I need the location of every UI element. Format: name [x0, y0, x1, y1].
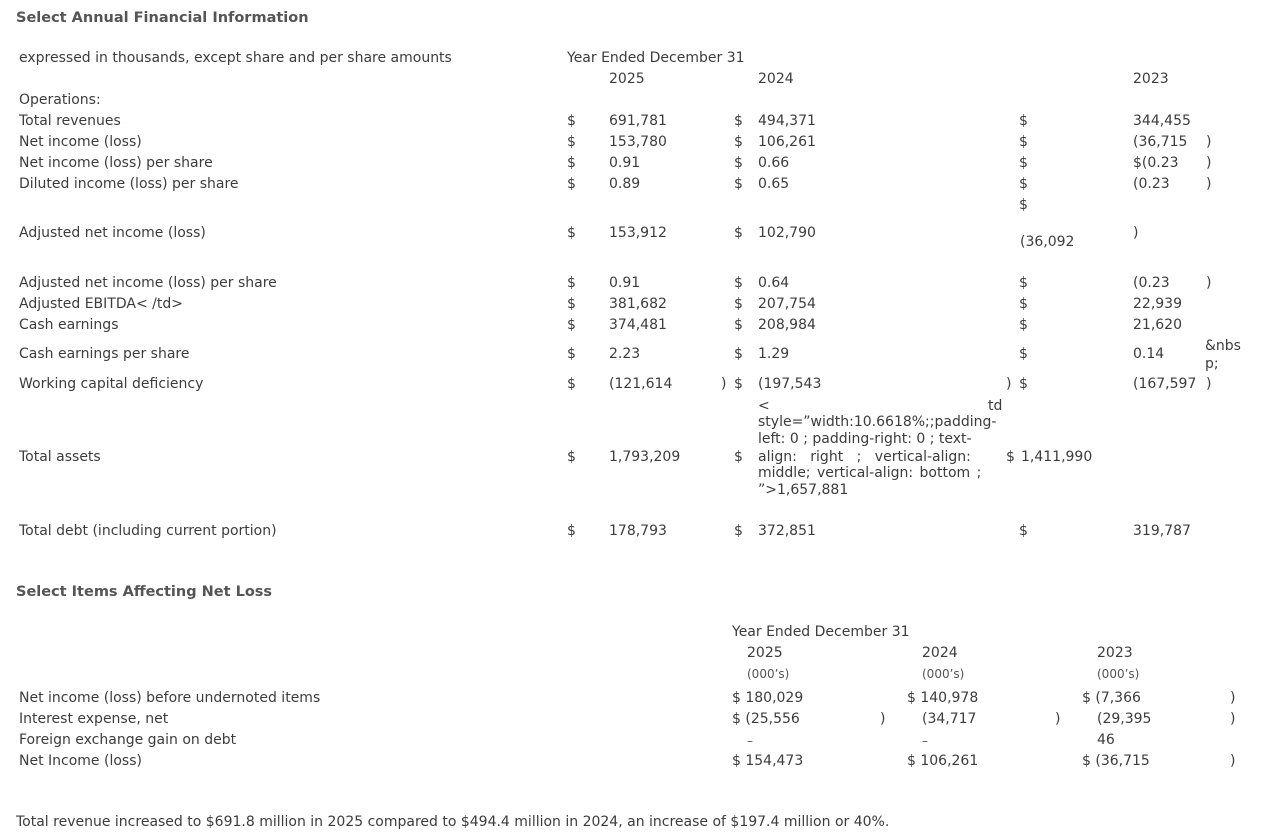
year-2025-header: 2025 [747, 645, 783, 661]
value-2023: 21,620 [1133, 317, 1182, 333]
value-2024: 208,984 [758, 317, 816, 333]
dollar-sign: $ [1019, 134, 1028, 150]
unit-label: (000’s) [922, 667, 965, 681]
dollar-sign: $ [734, 275, 743, 291]
row-label: Interest expense, net [19, 711, 169, 727]
markup-artifact-2024: style=”width:10.6618%;;padding- [758, 414, 997, 430]
dollar-sign: $ [567, 134, 576, 150]
value-2025: 153,780 [609, 134, 667, 150]
row-label: Cash earnings [19, 317, 119, 333]
row-label: Diluted income (loss) per share [19, 176, 239, 192]
dollar-sign: $ [1006, 449, 1015, 465]
close-paren: ) [1206, 176, 1212, 192]
markup-artifact-2024: middle; vertical-align: bottom ; [758, 465, 982, 481]
dollar-sign: $ [1019, 113, 1028, 129]
value-2024: 372,851 [758, 523, 816, 539]
section-title-annual: Select Annual Financial Information [16, 10, 309, 26]
dollar-sign: $ [1019, 155, 1028, 171]
value-2024: 106,261 [758, 134, 816, 150]
summary-paragraph: Total revenue increased to $691.8 million in 2025 compared to $494.4 million in 2024, an increase of $197.4 million or 40%. [16, 814, 890, 830]
dollar-sign: $ [1019, 317, 1028, 333]
year-2025-header: 2025 [609, 71, 645, 87]
value-2024: 207,754 [758, 296, 816, 312]
value-2023: 46 [1097, 732, 1115, 748]
value-2023: $(0.23 [1133, 155, 1179, 171]
value-2023: 0.14 [1133, 346, 1165, 362]
dollar-sign: $ [1019, 296, 1028, 312]
row-label: Adjusted EBITDA< /td> [19, 296, 183, 312]
row-label: Total debt (including current portion) [19, 523, 277, 539]
markup-artifact: &nbs [1205, 338, 1241, 354]
dollar-sign: $ [734, 449, 743, 465]
value-2024: 0.65 [758, 176, 790, 192]
dollar-sign: $ [734, 317, 743, 333]
year-header: Year Ended December 31 [732, 624, 910, 640]
section-title-net-loss: Select Items Affecting Net Loss [16, 584, 273, 600]
value-2023: (0.23 [1133, 176, 1170, 192]
value-2025: – [747, 734, 753, 748]
value-2023: (0.23 [1133, 275, 1170, 291]
row-label: Net Income (loss) [19, 753, 142, 769]
value-2025: 381,682 [609, 296, 667, 312]
operations-label: Operations: [19, 92, 101, 108]
dollar-sign: $ [1019, 346, 1028, 362]
dollar-sign: $ [734, 296, 743, 312]
value-2025: 691,781 [609, 113, 667, 129]
close-paren: ) [721, 376, 727, 392]
dollar-sign: $ [567, 317, 576, 333]
dollar-sign: $ [734, 225, 743, 241]
row-label: Net income (loss) before undernoted items [19, 690, 321, 706]
dollar-sign: $ [567, 449, 576, 465]
value-2025: $ 154,473 [732, 753, 804, 769]
close-paren: ) [1206, 376, 1212, 392]
dollar-sign: $ [734, 113, 743, 129]
value-2024: 1.29 [758, 346, 790, 362]
markup-artifact-2024: ”>1,657,881 [758, 482, 849, 498]
value-2023: $ (36,715 [1082, 753, 1150, 769]
row-label: Adjusted net income (loss) per share [19, 275, 277, 291]
close-paren: ) [1206, 134, 1212, 150]
close-paren: ) [880, 711, 886, 727]
unit-label: (000’s) [747, 667, 790, 681]
dollar-sign: $ [1019, 376, 1028, 392]
year-2024-header: 2024 [922, 645, 958, 661]
units-note: expressed in thousands, except share and per share amounts [19, 50, 452, 66]
value-2025: 0.91 [609, 155, 641, 171]
close-paren: ) [1055, 711, 1061, 727]
value-2025: 178,793 [609, 523, 667, 539]
dollar-sign: $ [734, 155, 743, 171]
dollar-sign: $ [1019, 275, 1028, 291]
value-2023: 319,787 [1133, 523, 1191, 539]
close-paren: ) [1230, 711, 1236, 727]
row-label: Total assets [19, 449, 101, 465]
value-2023: $ (7,366 [1082, 690, 1141, 706]
year-2023-header: 2023 [1097, 645, 1133, 661]
row-label: Working capital deficiency [19, 376, 204, 392]
dollar-sign: $ [567, 275, 576, 291]
close-paren: ) [1206, 275, 1212, 291]
value-2023: 344,455 [1133, 113, 1191, 129]
year-2023-header: 2023 [1133, 71, 1169, 87]
dollar-sign: $ [567, 155, 576, 171]
close-paren: ) [1006, 376, 1012, 392]
value-2023: (29,395 [1097, 711, 1152, 727]
dollar-sign: $ [567, 346, 576, 362]
year-2024-header: 2024 [758, 71, 794, 87]
dollar-sign: $ [567, 225, 576, 241]
value-2025: 2.23 [609, 346, 641, 362]
value-2024: 0.66 [758, 155, 790, 171]
value-2025: (121,614 [609, 376, 673, 392]
year-header: Year Ended December 31 [567, 50, 745, 66]
value-2024: – [922, 734, 928, 748]
row-label: Net income (loss) per share [19, 155, 213, 171]
row-label: Net income (loss) [19, 134, 142, 150]
value-2024: $ 140,978 [907, 690, 979, 706]
dollar-sign: $ [567, 113, 576, 129]
value-2025: $ (25,556 [732, 711, 800, 727]
dollar-sign: $ [734, 523, 743, 539]
value-2024: (34,717 [922, 711, 977, 727]
dollar-sign: $ [734, 134, 743, 150]
markup-artifact-2024: < [758, 398, 770, 414]
value-2025: $ 180,029 [732, 690, 804, 706]
dollar-sign: $ [567, 176, 576, 192]
markup-artifact-2024: align: right ; vertical-align: [758, 449, 971, 465]
row-label: Foreign exchange gain on debt [19, 732, 237, 748]
value-2023: (36,092 [1020, 234, 1075, 250]
value-2024: 0.64 [758, 275, 790, 291]
dollar-sign: $ [734, 176, 743, 192]
dollar-sign: $ [734, 376, 743, 392]
row-label: Cash earnings per share [19, 346, 190, 362]
markup-artifact-2024: left: 0 ; padding-right: 0 ; text- [758, 431, 972, 447]
value-2023: (36,715 [1133, 134, 1188, 150]
value-2025: 1,793,209 [609, 449, 681, 465]
value-2023: 22,939 [1133, 296, 1182, 312]
value-2023: (167,597 [1133, 376, 1197, 392]
row-label: Total revenues [19, 113, 121, 129]
dollar-sign: $ [734, 346, 743, 362]
value-2024: 494,371 [758, 113, 816, 129]
close-paren: ) [1133, 225, 1139, 241]
value-2024: 102,790 [758, 225, 816, 241]
value-2024: $ 106,261 [907, 753, 979, 769]
dollar-sign: $ [1019, 523, 1028, 539]
row-label: Adjusted net income (loss) [19, 225, 206, 241]
close-paren: ) [1230, 753, 1236, 769]
unit-label: (000’s) [1097, 667, 1140, 681]
dollar-sign: $ [567, 376, 576, 392]
dollar-sign: $ [1019, 176, 1028, 192]
value-2023: 1,411,990 [1021, 449, 1093, 465]
markup-artifact: p; [1205, 356, 1219, 372]
close-paren: ) [1230, 690, 1236, 706]
markup-artifact-2024: td [988, 398, 1003, 414]
dollar-sign: $ [567, 523, 576, 539]
value-2024: (197,543 [758, 376, 822, 392]
value-2025: 374,481 [609, 317, 667, 333]
close-paren: ) [1206, 155, 1212, 171]
value-2025: 0.91 [609, 275, 641, 291]
value-2025: 0.89 [609, 176, 641, 192]
dollar-sign: $ [567, 296, 576, 312]
dollar-sign: $ [1019, 197, 1028, 213]
value-2025: 153,912 [609, 225, 667, 241]
